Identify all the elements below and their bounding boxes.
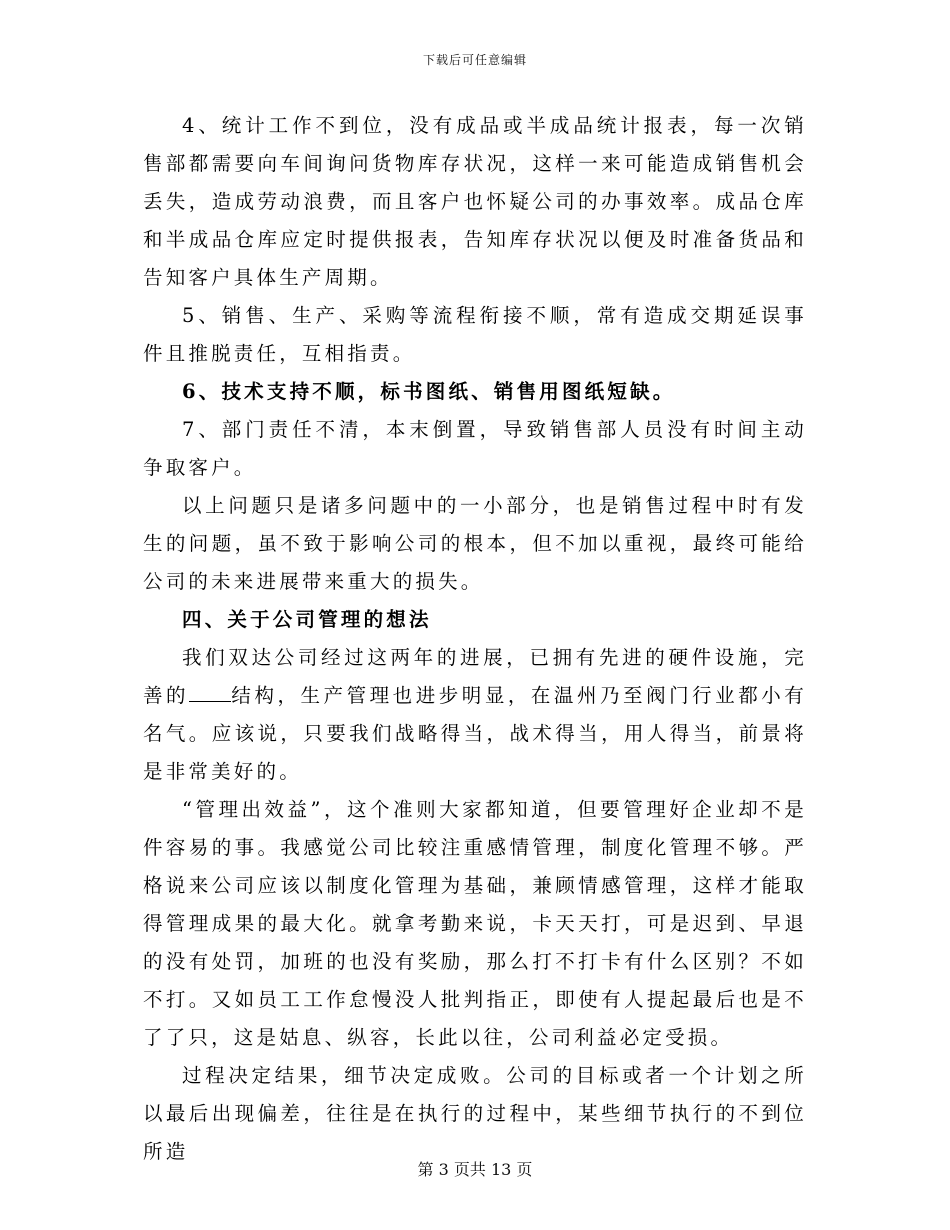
paragraph-summary: 以上问题只是诸多问题中的一小部分，也是销售过程中时有发生的问题，虽不致于影响公司的根本，但不加以重视，最终可能给公司的未来进展带来重大的损失。 — [143, 494, 807, 593]
paragraph-process: 过程决定结果，细节决定成败。公司的目标或者一个计划之所以最后出现偏差，往往是在执行的过程中，某些细节执行的不到位所造 — [143, 1064, 807, 1163]
document-body — [143, 107, 807, 1171]
section-heading: 四、关于公司管理的想法 — [182, 608, 432, 631]
paragraph-text-before-blank: 我们双达公司经过这两年的进展，已拥有先进的硬件设施，完善的 — [143, 646, 807, 707]
page-header: 下载后可任意编辑 — [422, 53, 527, 67]
blank-underline — [189, 683, 231, 702]
paragraph-item-6: 6、技术支持不顺，标书图纸、销售用图纸短缺。 — [182, 380, 676, 403]
paragraph-item-7: 7、部门责任不清，本末倒置，导致销售部人员没有时间主动争取客户。 — [143, 418, 807, 479]
page-footer: 第 3 页共 13 页 — [417, 1160, 533, 1179]
paragraph-item-4: 4、统计工作不到位，没有成品或半成品统计报表，每一次销售部都需要向车间询问货物库存状况，这样一来可能造成销售机会丢失，造成劳动浪费，而且客户也怀疑公司的办事效率。成品仓库和半成品仓库应定时提供报表，告知库存状况以便及时准备货品和告知客户具体生产周期。 — [143, 114, 807, 289]
paragraph-management: “管理出效益”，这个准则大家都知道，但要管理好企业却不是件容易的事。我感觉公司比较注重感情管理，制度化管理不够。严格说来公司应该以制度化管理为基础，兼顾情感管理，这样才能取得管理成果的最大化。就拿考勤来说，卡天天打，可是迟到、早退的没有处罚，加班的也没有奖励，那么打不打卡有什么区别？不如不打。又如员工工作怠慢没人批判指正，即使有人提起最后也是不了了只，这是姑息、纵容，长此以往，公司利益必定受损。 — [143, 798, 807, 1049]
paragraph-text-after-blank: 结构，生产管理也进步明显，在温州乃至阀门行业都小有名气。应该说，只要我们战略得当，战术得当，用人得当，前景将是非常美好的。 — [143, 684, 807, 783]
paragraph-company-overview — [143, 639, 807, 791]
paragraph-item-5: 5、销售、生产、采购等流程衔接不顺，常有造成交期延误事件且推脱责任，互相指责。 — [143, 304, 807, 365]
